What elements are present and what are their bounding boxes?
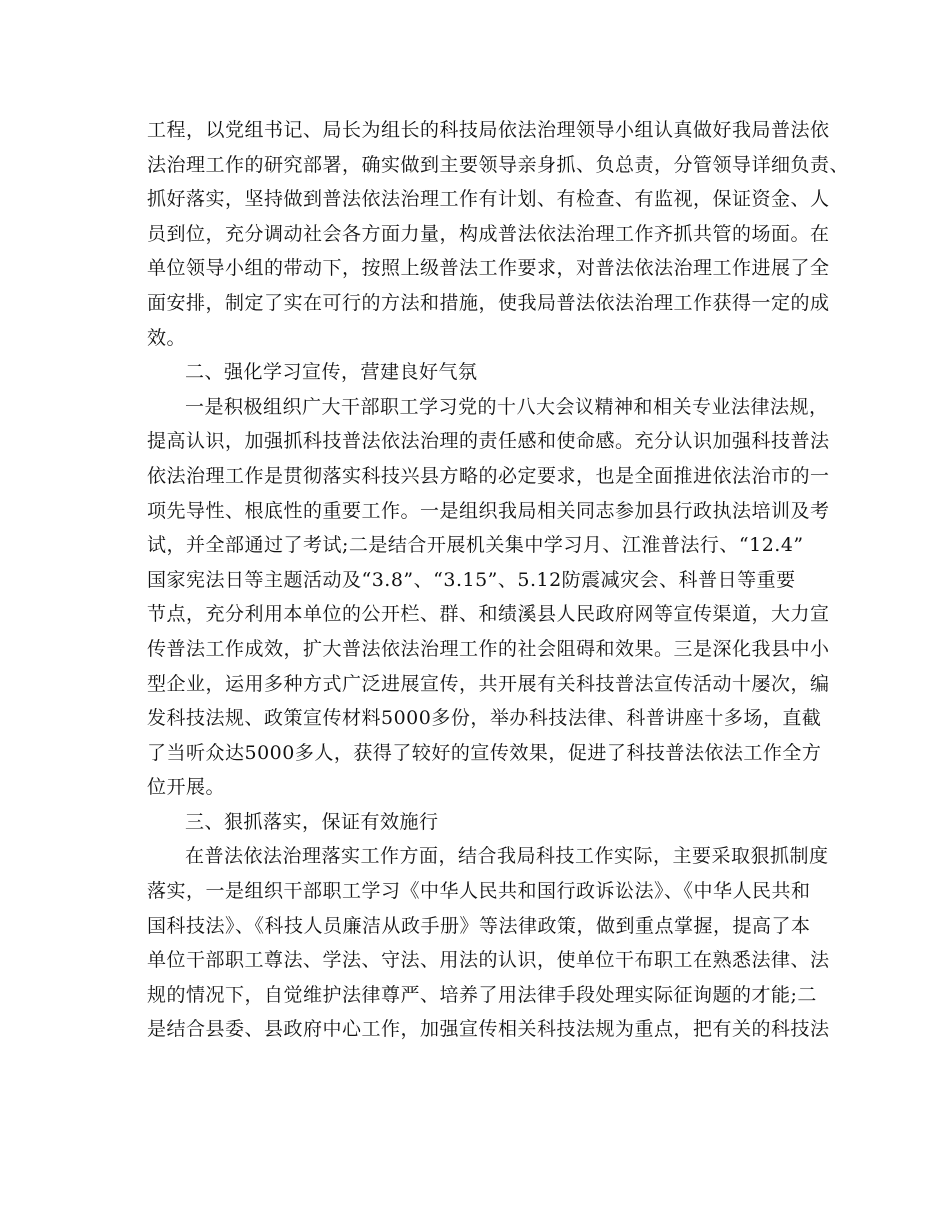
text-line: 工程，以党组书记、局长为组长的科技局依法治理领导小组认真做好我局普法依 bbox=[147, 119, 830, 141]
text-line: 效。 bbox=[147, 326, 187, 349]
text-line: 是结合县委、县政府中心工作，加强宣传相关科技法规为重点，把有关的科技法 bbox=[147, 1018, 830, 1041]
text-line: 国家宪法日等主题活动及“3.8”、“3.15”、5.12防震减灾会、科普日等重要 bbox=[147, 568, 796, 591]
text-line: 试，并全部通过了考试;二是结合开展机关集中学习月、江淮普法行、“12.4” bbox=[147, 534, 804, 557]
text-line: 发科技法规、政策宣传材料5000多份，举办科技法律、科普讲座十多场，直截 bbox=[147, 707, 822, 730]
text-line: 单位领导小组的带动下，按照上级普法工作要求，对普法依法治理工作进展了全 bbox=[147, 257, 830, 280]
text-line: 节点，充分利用本单位的公开栏、群、和绩溪县人民政府网等宣传渠道，大力宣 bbox=[147, 603, 830, 626]
text-line: 一是积极组织广大干部职工学习党的十八大会议精神和相关专业法律法规， bbox=[185, 395, 829, 418]
text-line: 国科技法》、《科技人员廉洁从政手册》等法律政策，做到重点掌握，提高了本 bbox=[147, 914, 811, 937]
text-line: 员到位，充分调动社会各方面力量，构成普法依法治理工作齐抓共管的场面。在 bbox=[147, 222, 830, 245]
text-line: 项先导性、根底性的重要工作。一是组织我局相关同志参加县行政执法培训及考 bbox=[147, 499, 830, 522]
text-line: 法治理工作的研究部署，确实做到主要领导亲身抓、负总责，分管领导详细负责、 bbox=[147, 153, 850, 176]
text-line: 位开展。 bbox=[147, 776, 226, 799]
text-line: 型企业，运用多种方式广泛进展宣传，共开展有关科技普法宣传活动十屡次，编 bbox=[147, 672, 830, 695]
text-line: 二、强化学习宣传，营建良好气氛 bbox=[185, 361, 478, 384]
text-line: 依法治理工作是贯彻落实科技兴县方略的必定要求，也是全面推进依法治市的一 bbox=[147, 464, 830, 487]
text-line: 了当听众达5000多人，获得了较好的宣传效果，促进了科技普法依法工作全方 bbox=[147, 741, 822, 764]
text-line: 抓好落实，坚持做到普法依法治理工作有计划、有检查、有监视，保证资金、人 bbox=[147, 188, 830, 211]
text-line: 传普法工作成效，扩大普法依法治理工作的社会阻碍和效果。三是深化我县中小 bbox=[147, 637, 830, 660]
text-line: 落实，一是组织干部职工学习《中华人民共和国行政诉讼法》、《中华人民共和 bbox=[147, 880, 811, 903]
text-line: 单位干部职工尊法、学法、守法、用法的认识，使单位干布职工在熟悉法律、法 bbox=[147, 949, 830, 972]
text-line: 提高认识，加强抓科技普法依法治理的责任感和使命感。充分认识加强科技普法 bbox=[147, 430, 830, 453]
text-line: 在普法依法治理落实工作方面，结合我局科技工作实际，主要采取狠抓制度 bbox=[185, 845, 829, 868]
text-line: 规的情况下，自觉维护法律尊严、培养了用法律手段处理实际征询题的才能;二 bbox=[147, 983, 817, 1006]
text-line: 面安排，制定了实在可行的方法和措施，使我局普法依法治理工作获得一定的成 bbox=[147, 291, 830, 314]
document-body bbox=[147, 113, 850, 1047]
text-line: 三、狠抓落实，保证有效施行 bbox=[185, 810, 439, 833]
